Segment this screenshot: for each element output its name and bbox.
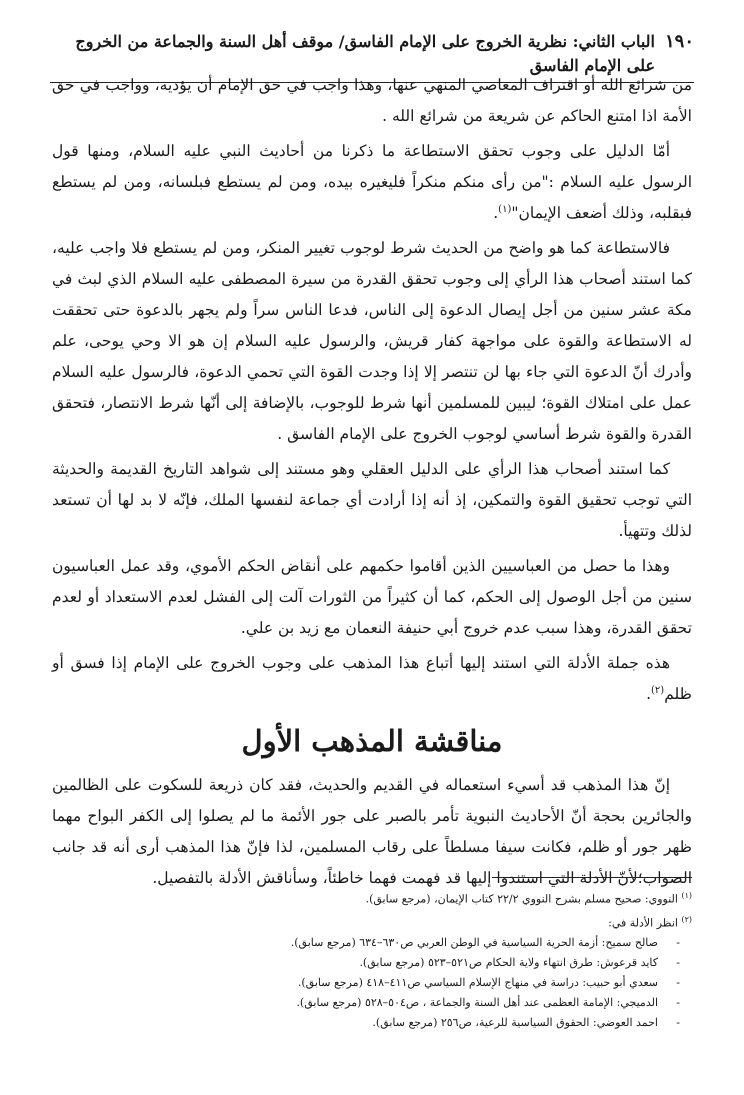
bullet-dash: - [676, 1016, 680, 1030]
running-title: الباب الثاني: نظرية الخروج على الإمام الفاسق/ موقف أهل السنة والجماعة من الخروج على الإمام الفاسق [75, 32, 655, 75]
page-number: ١٩٠ [664, 31, 694, 52]
footnote-ref: (٢) [651, 684, 665, 696]
list-item [52, 993, 680, 1013]
paragraph-text: وهذا ما حصل من العباسيين الذين أقاموا حكمهم على أنقاض الحكم الأموي، وقد عمل العباسيون سنين من أجل الوصول إلى الحكم، كما أن كثيراً من الثورات آلت إلى الفشل لعدم الاستعداد أو لعدم تحقق القدرة، وهذا سبب عدم خروج أبي حنيفة النعمان مع زيد بن علي. [52, 557, 692, 637]
reference-text: سعدي أبو حبيب: دراسة في منهاج الإسلام السياسي ص٤١١–٤١٨ (مرجع سابق). [297, 976, 658, 990]
list-item [52, 933, 680, 953]
footnote-text: النووي: صحيح مسلم بشرح النووي ٢٢/٢ كتاب الإيمان، (مرجع سابق). [365, 892, 678, 906]
bullet-dash: - [676, 956, 680, 970]
footnote-divider [492, 877, 692, 878]
reference-text: صالح سميح: أزمة الحرية السياسية في الوطن العربي ص٦٣٠–٦٣٤ (مرجع سابق). [290, 936, 658, 950]
paragraph-text: هذه جملة الأدلة التي استند إليها أتباع هذا المذهب على وجوب الخروج على الإمام إذا فسق أو ظلم [52, 654, 692, 703]
footnote-marker: (١) [681, 891, 692, 900]
bullet-dash: - [676, 936, 680, 950]
list-item [52, 1013, 680, 1033]
reference-text: الدميجي: الإمامة العظمى عند أهل السنة والجماعة ، ص٥٠٤–٥٢٨ (مرجع سابق). [296, 996, 658, 1010]
bullet-dash: - [676, 976, 680, 990]
paragraph [52, 70, 692, 132]
reference-text: احمد العوضي: الحقوق السياسية للرعية، ص٢٥٦ (مرجع سابق). [372, 1016, 658, 1030]
footnotes [52, 886, 692, 1033]
footnote-ref: (١) [498, 203, 512, 215]
paragraph [52, 233, 692, 450]
paragraph [52, 551, 692, 644]
footnote-text: انظر الأدلة في: [608, 916, 678, 930]
main-text [52, 70, 692, 898]
paragraph-text: إنّ هذا المذهب قد أسيء استعماله في القديم والحديث، فقد كان ذريعة للسكوت على الظالمين والجائرين بحجة أنّ الأحاديث النبوية تأمر بالصبر على جور الأئمة ما لم يصلوا إلى الكفر البواح مهما ظهر جور أو ظلم، فكانت سيفا مسلطاً على رقاب المسلمين، لذا فإنّ هذا المذهب أرى أنه قد جانب الصواب؛لأنّ الأدلة التي استندوا إليها قد فهمت فهما خاطئاً، وسأناقش الأدلة بالتفصيل. [52, 776, 692, 887]
section-heading: مناقشة المذهب الأول [241, 724, 503, 758]
paragraph-text: من شرائع الله أو اقتراف المعاصي المنهي عنها، وهذا واجب في حق الإمام أن يؤديه، وواجب في حق الأمة اذا امتنع الحاكم عن شريعة من شرائع الله . [52, 76, 692, 125]
list-item [52, 953, 680, 973]
bullet-dash: - [676, 996, 680, 1010]
paragraph: هذه جملة الأدلة التي استند إليها أتباع هذا المذهب على وجوب الخروج على الإمام إذا فسق أو ظلم$^{(٢)}$. [52, 654, 692, 703]
paragraph-text: أمّا الدليل على وجوب تحقق الاستطاعة ما ذكرنا من أحاديث النبي عليه السلام، ومنها قول الرسول عليه السلام :"من رأى منكم منكراً فليغيره بيده، ومن لم يستطع فبلسانه، ومن لم يستطع فبقلبه، وذلك أضعف الإيمان" [52, 142, 692, 222]
paragraph [52, 770, 692, 894]
list-item [52, 973, 680, 993]
paragraph-text: كما استند أصحاب هذا الرأي على الدليل العقلي وهو مستند إلى شواهد التاريخ القديمة والحديثة التي توجب تحقيق القوة والتمكين، إذ أنه إذا أرادت أي جماعة لنفسها الملك، فإنّه لا بد لها أن تستعد لذلك وتتهيأ. [52, 460, 692, 540]
paragraph [52, 454, 692, 547]
paragraph-text: فالاستطاعة كما هو واضح من الحديث شرط لوجوب تغيير المنكر، ومن لم يستطع فلا واجب عليه، كما استند أصحاب هذا الرأي إلى وجوب تحقق القدرة من سيرة المصطفى عليه السلام الذي لبث في مكة عشر سنين من أجل إيصال الدعوة إلى الناس، فدعا الناس سراً ولم يجهر بالدعوة حتى تحققت له الاستطاعة والقوة على مواجهة كفار قريش، والرسول عليه السلام إن هو الا وحي يوحى، علم وأدرك أنّ الدعوة التي جاء بها لن تنتصر إلا إذا وجدت القوة التي تحمي الدعوة، فالرسول عليه السلام عمل على امتلاك القوة؛ ليبين للمسلمين أنها شرط للوجوب، بالإضافة إلى أنّها شرط الانتصار، فتحقق القدرة والقوة شرط أساسي لوجوب الخروج على الإمام الفاسق . [52, 239, 692, 443]
reference-text: كايد قرعوش: طرق انتهاء ولاية الحكام ص٥٢١–٥٢٣ (مرجع سابق). [359, 956, 658, 970]
footnote [52, 910, 692, 934]
footnote-marker: (٢) [681, 914, 692, 924]
paragraph: أمّا الدليل على وجوب تحقق الاستطاعة ما ذكرنا من أحاديث النبي عليه السلام، ومنها قول الرسول عليه السلام :"من رأى منكم منكراً فليغيره بيده، ومن لم يستطع فبلسانه، ومن لم يستطع فبقلبه، وذلك أضعف الإيمان"$^{(١)}$. [52, 142, 692, 222]
footnote [52, 886, 692, 910]
reference-list [52, 933, 692, 1033]
